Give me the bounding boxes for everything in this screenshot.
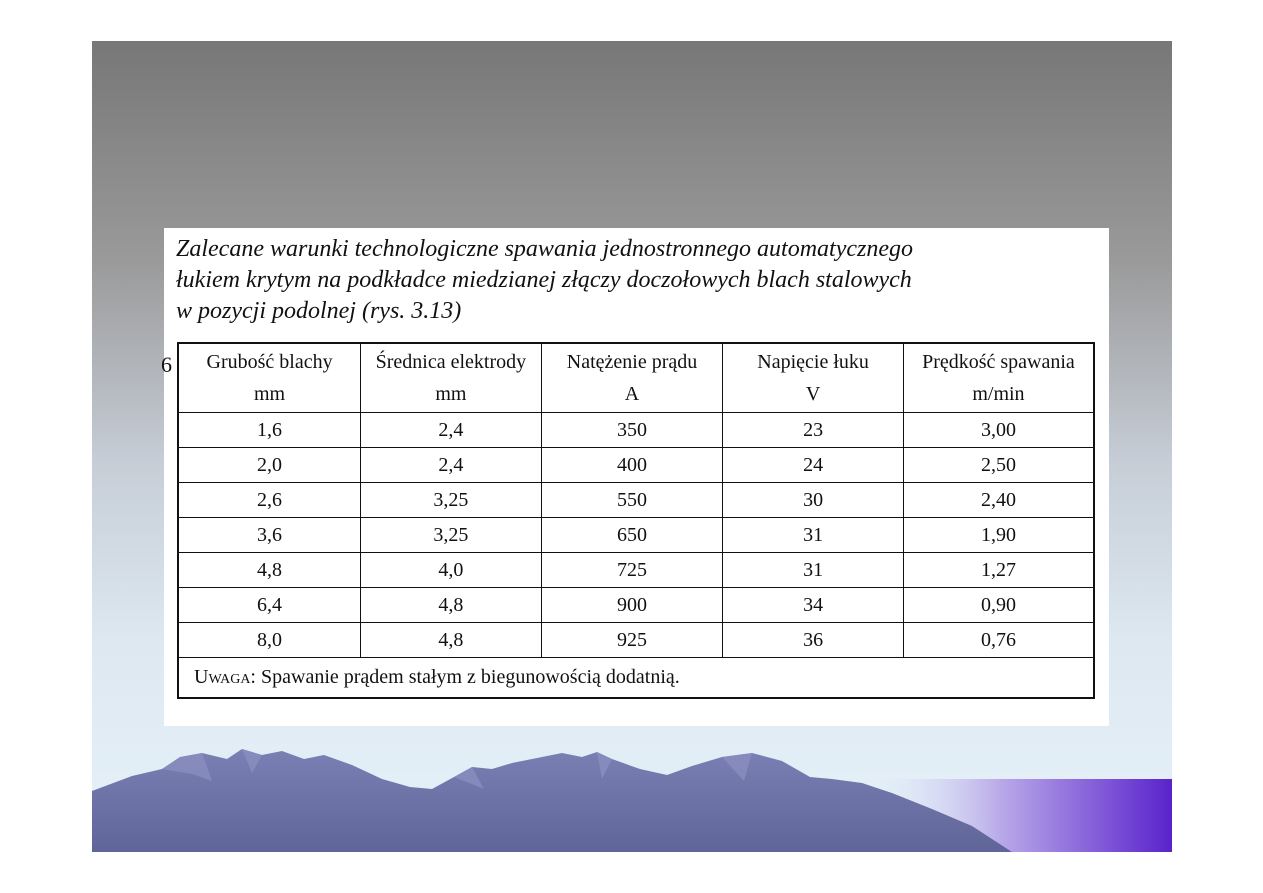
mountain-range [92,749,1012,852]
header-thickness: Grubość blachy mm [178,343,361,413]
table-cell: 0,90 [903,588,1094,623]
table-cell: 650 [541,518,723,553]
header-row [178,343,1094,413]
table-cell: 925 [541,623,723,658]
table-note [178,658,1094,699]
table-cell: 2,6 [178,483,361,518]
table-row [178,483,1094,518]
slide-background [92,41,1172,852]
table-cell: 400 [541,448,723,483]
table-cell: 3,00 [903,413,1094,448]
note-row [178,658,1094,699]
caption-line-2: łukiem krytym na podkładce miedzianej złączy doczołowych blach stalowych [176,267,912,293]
scanned-document [161,228,1109,726]
table-cell: 4,8 [178,553,361,588]
table-row [178,588,1094,623]
note-label: Uwaga: [194,666,256,688]
table-cell: 30 [723,483,904,518]
table-cell: 900 [541,588,723,623]
table-cell: 2,4 [361,448,542,483]
table-cell: 350 [541,413,723,448]
caption-line-1: Zalecane warunki technologiczne spawania jednostronnego automatycznego [176,236,914,262]
table-cell: 4,8 [361,623,542,658]
page-edge-mark: 6 [161,352,172,377]
table-cell: 2,4 [361,413,542,448]
table-cell: 0,76 [903,623,1094,658]
table-cell: 2,40 [903,483,1094,518]
table-cell: 4,8 [361,588,542,623]
welding-parameters-table [177,342,1095,699]
table-cell: 34 [723,588,904,623]
header-welding-speed: Prędkość spawania m/min [903,343,1094,413]
table-cell: 2,50 [903,448,1094,483]
table-row [178,518,1094,553]
header-current: Natężenie prądu A [541,343,723,413]
table-row [178,413,1094,448]
table-cell: 550 [541,483,723,518]
table-cell: 36 [723,623,904,658]
table-cell: 31 [723,518,904,553]
caption-line-3: w pozycji podolnej (rys. 3.13) [176,298,462,324]
table-cell: 23 [723,413,904,448]
table-row [178,553,1094,588]
table-caption [176,234,1096,327]
table-cell: 1,90 [903,518,1094,553]
table-row [178,448,1094,483]
table-row [178,623,1094,658]
table-cell: 3,25 [361,483,542,518]
table-cell: 1,6 [178,413,361,448]
note-text: Spawanie prądem stałym z biegunowością dodatnią. [256,666,680,688]
table-cell: 8,0 [178,623,361,658]
table-cell: 6,4 [178,588,361,623]
table-cell: 31 [723,553,904,588]
table-cell: 3,6 [178,518,361,553]
table-cell: 725 [541,553,723,588]
table-cell: 3,25 [361,518,542,553]
header-electrode-diameter: Średnica elektrody mm [361,343,542,413]
table-cell: 24 [723,448,904,483]
table-cell: 4,0 [361,553,542,588]
table-cell: 2,0 [178,448,361,483]
header-arc-voltage: Napięcie łuku V [723,343,904,413]
table-cell: 1,27 [903,553,1094,588]
